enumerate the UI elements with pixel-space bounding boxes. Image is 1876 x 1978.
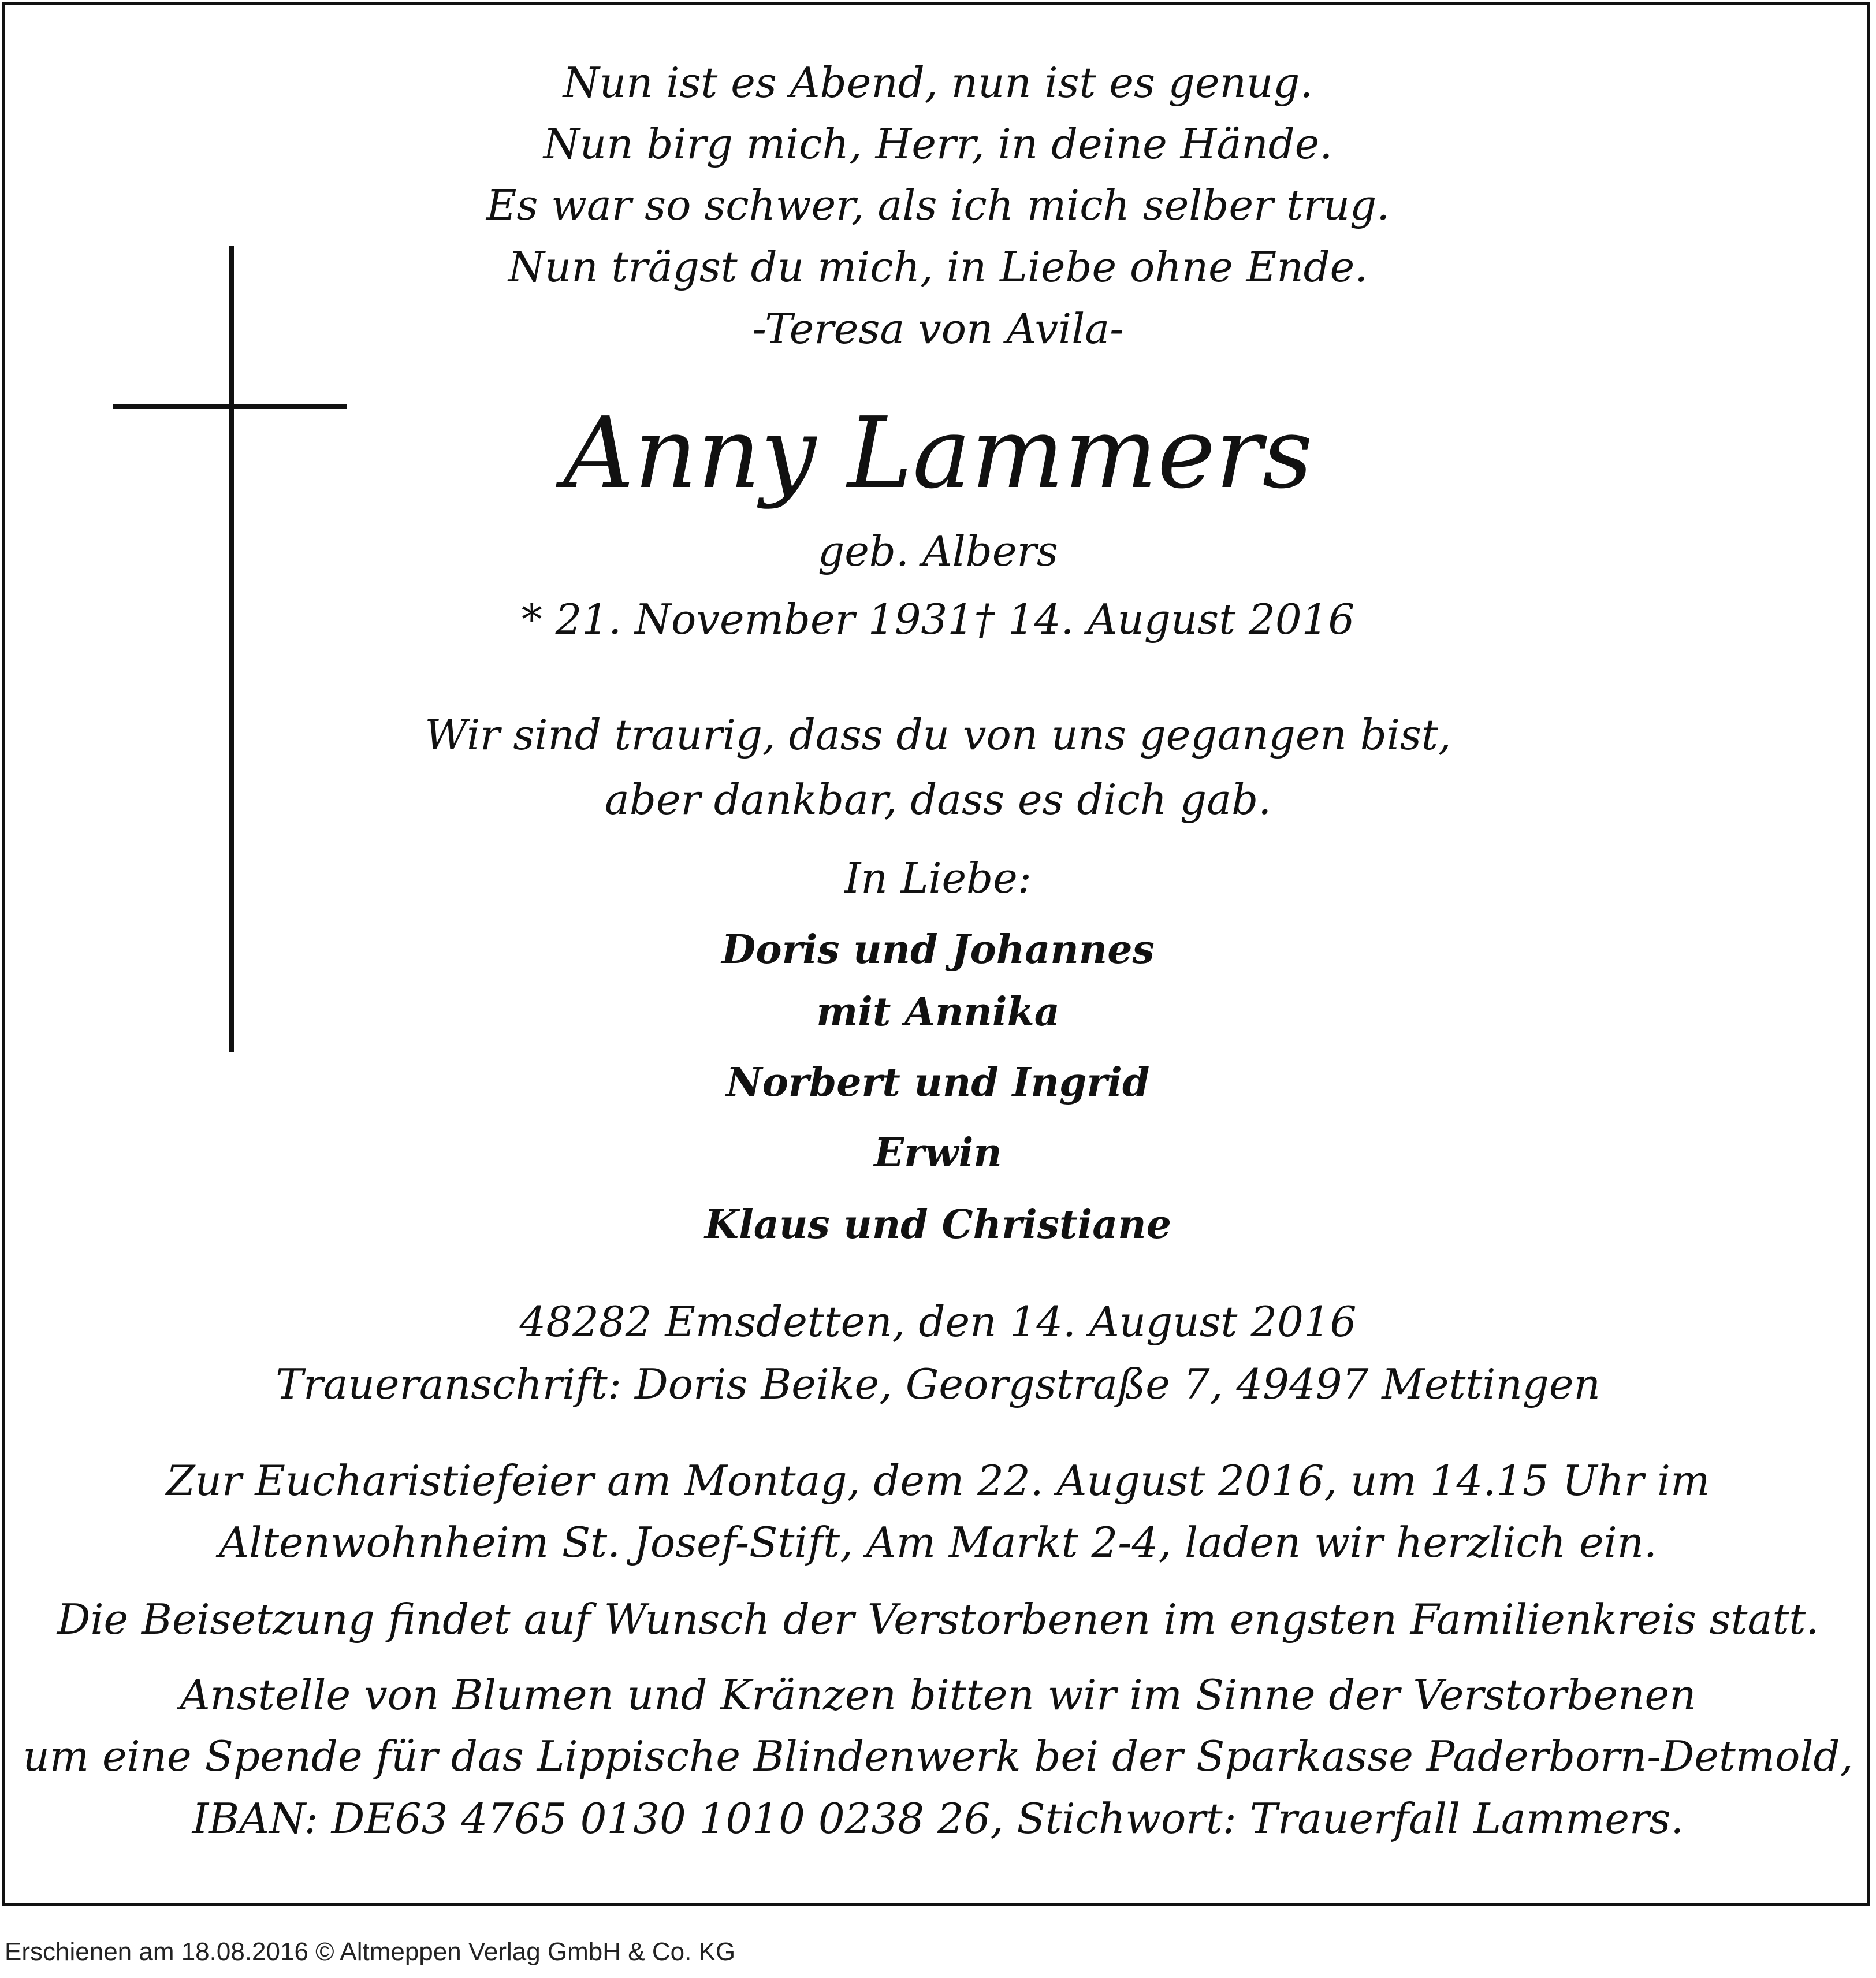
family-intro: In Liebe:	[844, 854, 1032, 902]
birth-date: * 21. November 1931	[521, 595, 974, 644]
message-line: aber dankbar, dass es dich gab.	[604, 775, 1272, 824]
family-name: Doris und Johannes	[721, 927, 1155, 973]
life-dates	[0, 595, 1876, 644]
birth-name: geb. Albers	[818, 527, 1058, 575]
place-date: 48282 Emsdetten, den 14. August 2016	[519, 1297, 1357, 1346]
poem-line: Nun ist es Abend, nun ist es genug.	[563, 58, 1313, 107]
family-name: Norbert und Ingrid	[726, 1059, 1150, 1106]
message-line: Wir sind traurig, dass du von uns gegangen bist,	[425, 711, 1451, 759]
mourning-address: Traueranschrift: Doris Beike, Georgstraße 7, 49497 Mettingen	[276, 1360, 1600, 1408]
family-name: Erwin	[874, 1130, 1002, 1176]
poem-line: Es war so schwer, als ich mich selber trug.	[486, 181, 1390, 229]
publication-footer: Erschienen am 18.08.2016 © Altmeppen Verlag GmbH & Co. KG	[5, 1938, 736, 1966]
burial-note: Die Beisetzung findet auf Wunsch der Verstorbenen im engsten Familienkreis statt.	[57, 1595, 1819, 1644]
poem-line: Nun birg mich, Herr, in deine Hände.	[543, 120, 1333, 168]
donation-line: Anstelle von Blumen und Kränzen bitten wir im Sinne der Verstorbenen	[180, 1671, 1696, 1719]
death-date: † 14. August 2016	[974, 595, 1355, 644]
family-name: mit Annika	[816, 989, 1060, 1035]
poem-author: -Teresa von Avila-	[752, 304, 1124, 353]
family-name: Klaus und Christiane	[705, 1202, 1171, 1248]
deceased-name: Anny Lammers	[563, 396, 1313, 511]
service-line: Altenwohnheim St. Josef-Stift, Am Markt 2-4, laden wir herzlich ein.	[219, 1518, 1657, 1567]
donation-line: IBAN: DE63 4765 0130 1010 0238 26, Stichwort: Trauerfall Lammers.	[192, 1794, 1684, 1843]
donation-line: um eine Spende für das Lippische Blindenwerk bei der Sparkasse Paderborn-Detmold,	[23, 1732, 1853, 1780]
poem-line: Nun trägst du mich, in Liebe ohne Ende.	[508, 243, 1368, 291]
service-line: Zur Eucharistiefeier am Montag, dem 22. August 2016, um 14.15 Uhr im	[166, 1456, 1710, 1505]
